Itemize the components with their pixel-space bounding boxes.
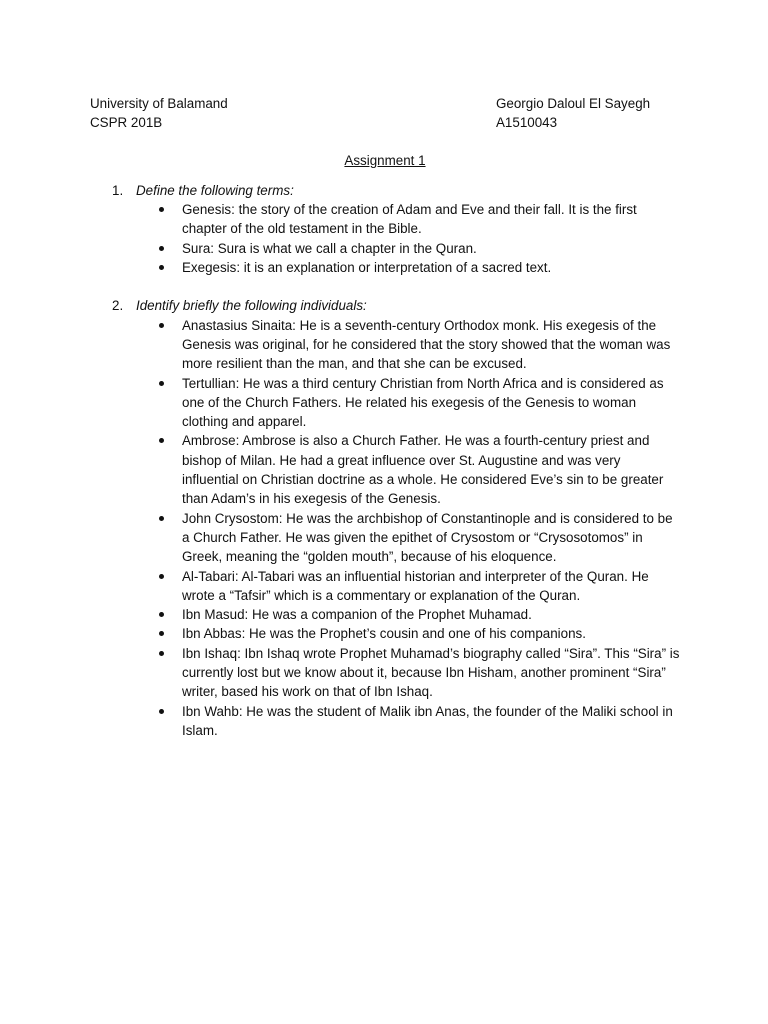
- student-info: [496, 94, 680, 133]
- list-item: [136, 702, 680, 741]
- bullet-icon: [136, 431, 182, 508]
- university-name: University of Balamand: [90, 96, 228, 111]
- answer-list: [136, 316, 680, 741]
- list-item-text: Ibn Abbas: He was the Prophet’s cousin and one of his companions.: [182, 626, 586, 642]
- list-item: [136, 624, 680, 643]
- question-heading: Identify briefly the following individuals:: [136, 298, 367, 314]
- student-id: A1510043: [496, 115, 558, 131]
- list-item: [136, 509, 680, 567]
- list-item-text: Genesis: the story of the creation of Adam and Eve and their fall. It is the first chapter of the old testament in the Bible.: [182, 202, 637, 237]
- bullet-icon: [136, 567, 182, 606]
- course-code: CSPR 201B: [90, 115, 163, 131]
- bullet-icon: [136, 702, 182, 741]
- question-heading: Define the following terms:: [136, 182, 294, 198]
- assignment-sections: [90, 181, 680, 740]
- list-item: [136, 239, 680, 258]
- list-item: [136, 644, 680, 702]
- bullet-icon: [136, 605, 182, 624]
- question-body: [136, 181, 680, 277]
- list-item-text: Anastasius Sinaita: He is a seventh-century Orthodox monk. His exegesis of the Genesis was original, for he considered that the story showed that the woman was more resilient than the man, and that she can be excused.: [182, 317, 671, 372]
- bullet-icon: [136, 316, 182, 374]
- list-item-text: Ambrose: Ambrose is also a Church Father. He was a fourth-century priest and bishop of Milan. He had a great influence over St. Augustine and was very influential on Christian doctrine as a whole. He considered Eve’s sin to be greater than Adam’s in his exegesis of the Genesis.: [182, 433, 664, 507]
- list-item-text: Ibn Wahb: He was the student of Malik ibn Anas, the founder of the Maliki school in Islam.: [182, 703, 673, 738]
- question-number: 2.: [112, 298, 124, 314]
- list-item: [136, 316, 680, 374]
- answer-list: [136, 200, 680, 277]
- bullet-icon: [136, 644, 182, 702]
- list-item: [136, 258, 680, 277]
- list-item-text: John Crysostom: He was the archbishop of Constantinople and is considered to be a Church Father. He was given the epithet of Crysostom or “Crysosotomos” in Greek, meaning the “golden mouth”, because of his eloquence.: [182, 510, 673, 565]
- question-body: [136, 296, 680, 740]
- question-section: [90, 181, 680, 277]
- list-item-text: Al-Tabari: Al-Tabari was an influential historian and interpreter of the Quran. He wrote a “Tafsir” which is a commentary or explanation of the Quran.: [182, 568, 649, 603]
- assignment-title: Assignment 1: [344, 152, 426, 168]
- list-item-text: Ibn Ishaq: Ibn Ishaq wrote Prophet Muhamad’s biography called “Sira”. This “Sira” is currently lost but we know about it, because Ibn Hisham, another prominent “Sira” writer, based his work on that of Ibn Ishaq.: [182, 645, 680, 700]
- bullet-icon: [136, 200, 182, 239]
- bullet-icon: [136, 239, 182, 258]
- bullet-icon: [136, 624, 182, 643]
- bullet-icon: [136, 258, 182, 277]
- document-header: [90, 94, 680, 133]
- list-item-text: Sura: Sura is what we call a chapter in the Quran.: [182, 240, 477, 256]
- question-section: [90, 296, 680, 740]
- question-number: 1.: [112, 182, 124, 198]
- bullet-icon: [136, 509, 182, 567]
- list-item: [136, 431, 680, 508]
- bullet-icon: [136, 374, 182, 432]
- list-item: [136, 567, 680, 606]
- list-item-text: Tertullian: He was a third century Christian from North Africa and is considered as one of the Church Fathers. He related his exegesis of the Genesis to woman clothing and apparel.: [182, 375, 664, 430]
- list-item: [136, 374, 680, 432]
- list-item-text: Exegesis: it is an explanation or interpretation of a sacred text.: [182, 260, 552, 276]
- student-name: Georgio Daloul El Sayegh: [496, 96, 651, 111]
- course-info: [90, 94, 228, 133]
- list-item: [136, 605, 680, 624]
- list-item: [136, 200, 680, 239]
- list-item-text: Ibn Masud: He was a companion of the Prophet Muhamad.: [182, 607, 532, 623]
